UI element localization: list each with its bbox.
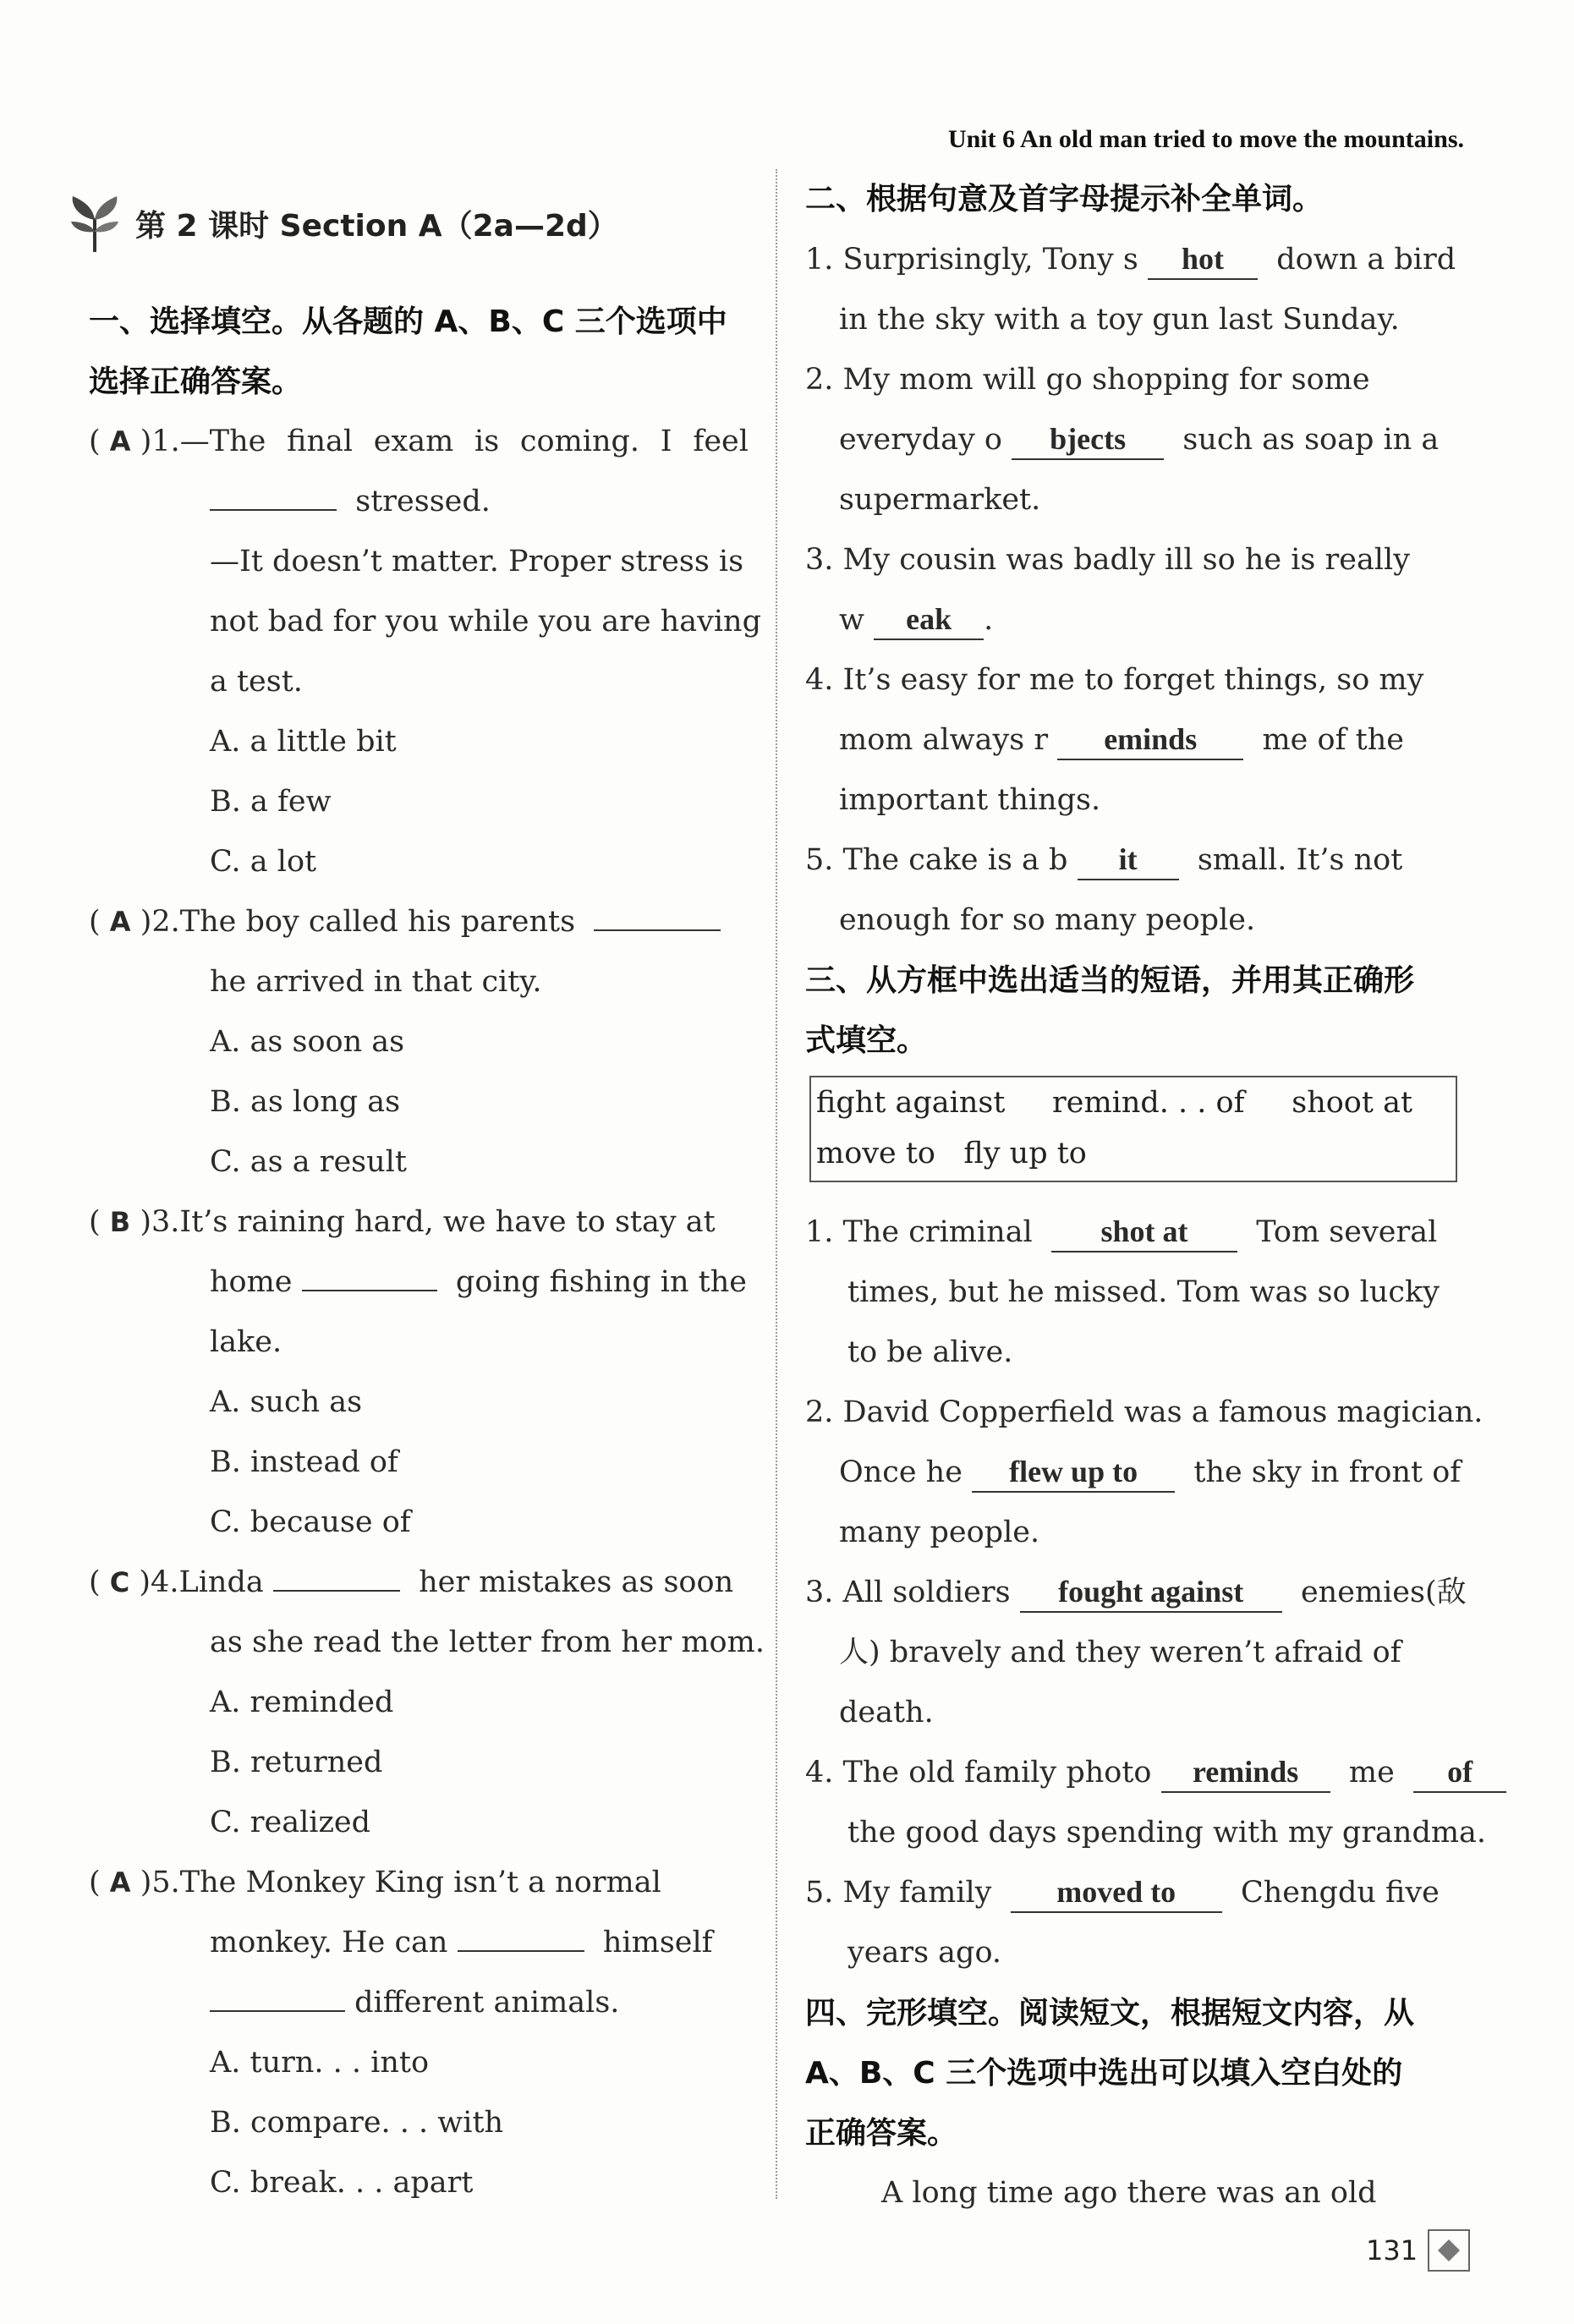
phrase-box	[809, 1076, 1457, 1182]
s3-q4-answer2[interactable]: of	[1413, 1752, 1506, 1793]
s3-q2-line2: Once he flew up to the sky in front of	[839, 1443, 1461, 1503]
s2-q3-answer[interactable]: eak	[874, 600, 984, 640]
section2-title: 二、根据句意及首字母提示补全单词。	[805, 182, 1324, 217]
s2-q3-line2: w eak .	[839, 590, 993, 650]
s1-q1-line1: ( A )1.—The final exam is coming. I feel	[89, 425, 749, 458]
s3-q3-line2: 人) bravely and they weren’t afraid of	[839, 1636, 1401, 1669]
s1-q5-option-a: A. turn. . . into	[210, 2046, 430, 2080]
column-divider	[776, 169, 777, 2199]
s1-q3-line2: home going fishing in the	[210, 1265, 747, 1299]
s1-q1-option-b: B. a few	[210, 785, 332, 819]
s1-q2-line1: ( A )2.The boy called his parents	[89, 892, 721, 952]
page-number-text: 131	[1366, 2234, 1418, 2266]
section4-title-1: 四、完形填空。阅读短文，根据短文内容，从	[805, 1996, 1415, 2031]
s2-q4-line1: 4. It’s easy for me to forget things, so my	[805, 663, 1424, 697]
section1-title-2: 选择正确答案。	[89, 364, 303, 399]
s1-q5-blank1[interactable]	[458, 1950, 584, 1952]
diamond-icon	[1428, 2229, 1470, 2272]
s3-q2-answer[interactable]: flew up to	[972, 1452, 1175, 1493]
s1-q1-option-c: C. a lot	[210, 845, 317, 879]
s2-q1-answer[interactable]: hot	[1148, 239, 1258, 280]
s1-q2-option-b: B. as long as	[210, 1085, 401, 1119]
s1-q5-line2: monkey. He can himself	[210, 1926, 713, 1960]
s1-q3-option-b: B. instead of	[210, 1445, 398, 1479]
s2-q2-answer[interactable]: bjects	[1012, 419, 1164, 460]
s1-q5-line3: different animals.	[210, 1973, 619, 2033]
s3-q2-line1: 2. David Copperfield was a famous magician.	[805, 1395, 1484, 1429]
s1-q1-line3: —It doesn’t matter. Proper stress is	[210, 545, 744, 578]
lesson-title-text: 第 2 课时 Section A（2a—2d）	[135, 208, 618, 244]
section3-title-1: 三、从方框中选出适当的短语，并用其正确形	[805, 963, 1415, 998]
s3-q4-line1: 4. The old family photo reminds me of	[805, 1743, 1506, 1803]
s1-q4-line2: as she read the letter from her mom.	[210, 1625, 765, 1659]
s3-q1-line2: times, but he missed. Tom was so lucky	[847, 1275, 1440, 1309]
s2-q1-line1: 1. Surprisingly, Tony s hot down a bird	[805, 230, 1456, 290]
s3-q5-line1: 5. My family moved to Chengdu five	[805, 1863, 1440, 1923]
s3-q3-answer[interactable]: fought against	[1020, 1572, 1282, 1613]
s1-q4-option-a: A. reminded	[210, 1685, 394, 1719]
s1-q5-option-b: B. compare. . . with	[210, 2106, 504, 2140]
s2-q4-line2: mom always r eminds me of the	[839, 710, 1404, 770]
s1-q3-answer: B	[109, 1206, 131, 1238]
s2-q5-line1: 5. The cake is a b it small. It’s not	[805, 830, 1402, 891]
s1-q4-line1: ( C )4.Linda her mistakes as soon	[89, 1565, 734, 1599]
section4-title-3: 正确答案。	[805, 2116, 958, 2151]
s3-q4-answer1[interactable]: reminds	[1161, 1752, 1330, 1793]
s2-q5-line2: enough for so many people.	[839, 903, 1256, 937]
s1-q1-blank[interactable]	[210, 509, 337, 511]
section3-title-2: 式填空。	[805, 1023, 928, 1058]
phrase-box-row1: fight against remind. . . of shoot at	[816, 1086, 1413, 1120]
section4-title-2: A、B、C 三个选项中选出可以填入空白处的	[805, 2056, 1403, 2091]
s1-q1-line5: a test.	[210, 665, 303, 699]
s1-q2-blank[interactable]	[594, 929, 721, 931]
s3-q3-line3: death.	[839, 1696, 934, 1729]
s3-q1-line1: 1. The criminal shot at Tom several	[805, 1203, 1437, 1263]
lesson-title	[68, 193, 618, 254]
s1-q3-blank[interactable]	[302, 1290, 437, 1291]
s3-q1-answer[interactable]: shot at	[1051, 1212, 1237, 1252]
s1-q4-answer: C	[109, 1566, 130, 1598]
s2-q2-line3: supermarket.	[839, 483, 1041, 517]
s3-q4-line2: the good days spending with my grandma.	[847, 1816, 1487, 1850]
s3-q1-line3: to be alive.	[847, 1335, 1013, 1369]
s2-q2-line1: 2. My mom will go shopping for some	[805, 363, 1370, 397]
s1-q1-line2: stressed.	[210, 472, 491, 532]
s1-q5-blank2[interactable]	[210, 2010, 345, 2012]
s1-q4-option-c: C. realized	[210, 1806, 371, 1839]
s1-q1-answer: A	[109, 425, 131, 458]
s1-q1-option-a: A. a little bit	[210, 725, 397, 759]
s1-q3-line1: ( B )3.It’s raining hard, we have to stay at	[89, 1205, 716, 1239]
s2-q4-answer[interactable]: eminds	[1057, 720, 1243, 760]
s2-q3-line1: 3. My cousin was badly ill so he is really	[805, 543, 1410, 577]
s1-q1-line4: not bad for you while you are having	[210, 605, 761, 639]
s1-q3-line3: lake.	[210, 1325, 282, 1359]
s4-paragraph-start: A long time ago there was an old	[881, 2176, 1377, 2210]
s1-q2-line2: he arrived in that city.	[210, 965, 542, 999]
unit-header: Unit 6 An old man tried to move the mountains.	[947, 125, 1464, 153]
s3-q2-line3: many people.	[839, 1516, 1040, 1549]
s1-q2-option-a: A. as soon as	[210, 1025, 405, 1059]
s1-q3-option-a: A. such as	[210, 1385, 363, 1419]
s3-q3-line1: 3. All soldiers fought against enemies(敌	[805, 1563, 1467, 1623]
s1-q2-answer: A	[109, 906, 131, 938]
s2-q4-line3: important things.	[839, 783, 1101, 817]
page-number	[1366, 2229, 1470, 2272]
s3-q5-answer[interactable]: moved to	[1011, 1872, 1222, 1913]
s1-q5-option-c: C. break. . . apart	[210, 2166, 474, 2200]
s2-q5-answer[interactable]: it	[1078, 840, 1179, 880]
s1-q5-line1: ( A )5.The Monkey King isn’t a normal	[89, 1866, 661, 1899]
s1-q4-blank[interactable]	[273, 1590, 400, 1592]
s2-q2-line2: everyday o bjects such as soap in a	[839, 410, 1439, 470]
s1-q3-option-c: C. because of	[210, 1505, 411, 1539]
s2-q1-line2: in the sky with a toy gun last Sunday.	[839, 303, 1400, 337]
s1-q5-answer: A	[109, 1866, 131, 1899]
section1-title-1: 一、选择填空。从各题的 A、B、C 三个选项中	[89, 304, 727, 339]
s1-q4-option-b: B. returned	[210, 1746, 383, 1779]
s3-q5-line2: years ago.	[847, 1936, 1002, 1970]
phrase-box-row2: move to fly up to	[816, 1137, 1087, 1170]
leaf-icon	[68, 193, 122, 254]
s1-q2-option-c: C. as a result	[210, 1145, 407, 1179]
